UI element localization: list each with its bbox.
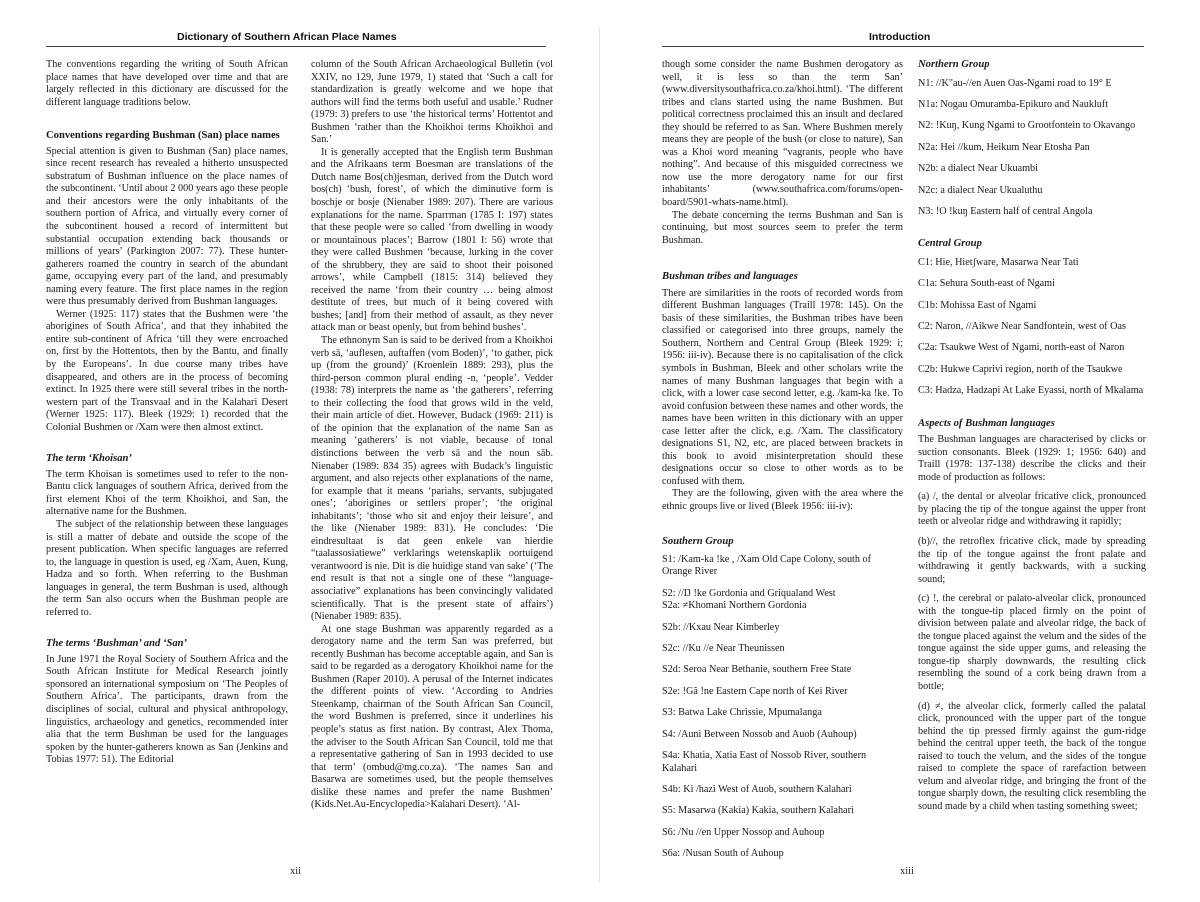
list-item: S2d: Seroa Near Bethanie, southern Free State [662, 664, 852, 676]
paragraph: In June 1971 the Royal Society of Southern Africa and the South African Institute for Medical Research jointly sponsored an international symposium on ‘The Peoples of Southern Africa’. The participants, drawn from the disciplines of social, cultural and physical anthropology, linguistics, archaeology and genetics, recommended inter alia that the term Bushman be used for the languages spoken by the hunter-gatherers known as San (Jenkins and Tobias 1977: 51). The Editorial [46, 653, 288, 766]
list-item: C1b: Mohissa East of Ngami [918, 299, 1037, 311]
list-item: N2c: a dialect Near Ukualuthu [918, 184, 1043, 196]
text-column [46, 59, 288, 767]
list-item: N1: //K"au-//en Auen Oas-Ngami road to 19° E [918, 77, 1112, 89]
text-column [662, 59, 903, 870]
text-column [918, 59, 1146, 821]
list-item: S4b: Ki /hazi West of Auob, southern Kalahari [662, 783, 852, 795]
section-heading: Aspects of Bushman languages [918, 417, 1055, 429]
list-item: (b)//, the retroflex fricative click, made by spreading the tip of the tongue against the front palate and withdrawing it gently backwards, with a sucking sound; [918, 536, 1146, 585]
northern-group-list [918, 78, 1146, 219]
paragraph: The subject of the relationship between these languages is still a matter of debate and outside the scope of the present publication. When specific languages are referred to, the language in question is used, eg /Xam, Auen, Kung, Hadza and so forth. When referring to the Bushman languages in general, the term Bushman is used, although the term San also occurs when the Bushman people are referred to. [46, 518, 288, 618]
paragraph: At one stage Bushman was apparently regarded as a derogatory name and the term San was preferred, but recently Bushman has become acceptable again, and San is said to be regarded as a derogatory Khoikhoi name for the Bushmen (Raper 2010). A perusal of the Internet indicates the different points of view. ‘According to Andries Steenkamp, chairman of the South African San Council, the word Bushmen is preferred, since it underlines his people’s status as first nation. By contrast, Alex Thoma, the adviser to the South African San Council, told me that a representative gathering of San in 1993 decided to use that term’ (ombud@mg.co.za). ‘The names San and Basarwa are sometimes used, but the people themselves dislike these names and prefer the name Bushmen’ (Kids.Net.Au-Encyclopedia>Kalahari Desert). ‘Al- [311, 623, 553, 811]
paragraph: They are the following, given with the area where the ethnic groups live or lived (Bleek 1956: iii-iv): [662, 488, 903, 512]
list-item: S6: /Nu //en Upper Nossop and Auhoup [662, 826, 825, 838]
list-item: S3: Batwa Lake Chrissie, Mpumalanga [662, 707, 822, 719]
list-item: C2: Naron, //Aikwe Near Sandfontein, west of Oas [918, 321, 1126, 333]
list-item: S2: //Ŋ !ke Gordonia and Griqualand West S2a: ≠Khomani Northern Gordonia [662, 587, 836, 612]
paragraph: column of the South African Archaeological Bulletin (vol XXIV, no 129, June 1979, 1) stated that ‘Such a call for standardization is greatly welcome and we hope that authors will find the terms both useful and usable.’ Rudner (1979: 3) prefers to use ‘the historical terms’ Hottentot and Bushmen ‘rather than the Khoikhoi terms Khoikhoi and San.’ [311, 59, 553, 146]
click-list [918, 491, 1146, 813]
central-group-list [918, 257, 1146, 398]
section-heading: The term ‘Khoisan’ [46, 453, 132, 465]
page-number: xiii [900, 866, 915, 877]
list-item: S2e: !Gã !ne Eastern Cape north of Kei River [662, 685, 848, 697]
list-item: (a) /, the dental or alveolar fricative click, pronounced by placing the tip of the tongue against the upper front teeth or alveolar ridge and withdrawing it rapidly; [918, 491, 1146, 528]
page-number: xii [290, 866, 302, 877]
paragraph: The Bushman languages are characterised by clicks or suction consonants. Bleek (1929: 1; 1956: 640) and Traill (1978: 137-138) describe the clicks and their mode of production as follows: [918, 434, 1146, 483]
paragraph: Special attention is given to Bushman (San) place names, since recent research has revealed a hitherto unsuspected substratum of Bushman influence on the place names of the subcontinent. ‘Until about 2 000 years ago these people and their ancestors were the only inhabitants of the southern portion of Africa, and virtually every corner of the subcontinent housed a record of intermittent but substantial occupation extending back thousands or millions of years’ (Parkington 2007: 77). These hunter-gatherers roamed the country in search of the abundant game, occupying every part of the land, and presumably naming every feature. The first place names in the region were thus presumably derived from Bushman languages. [46, 145, 288, 308]
paragraph: The ethnonym San is said to be derived from a Khoikhoi verb sā, ‘auflesen, auftaffen (vom Boden)’, ‘to gather, pick up (from the ground)’ (Kroenlein 1889: 293), plus the third-person common plural ending -n, ‘people’. Vedder (1938: 78) interprets the name as ‘the gatherers’, referring to their collecting the food that grows wild in the veld, their main article of diet. However, Budack (1969: 211) is of the opinion that the explanation of the name San as meaning ‘gatherers’ is not viable, because of tonal distinctions between the verb sā and the noun sāb. Nienaber (1989: 834 35) agrees with Budack’s linguistic argument, and also rejects other explanations of the name, for example that it means ‘pariahs, servants, subjugated ones’; ‘aborigines or settlers proper’; ‘the original inhabitants’; ‘those who sit and enjoy their leisure’, and the like (Nienaber 1989: 831). He concludes: ‘Die eindresultaat is dat geen enkele van hierdie “taalassosiatiewe” verklarings wetenskaplik oortuigend verantwoord is nie. Dit is die huidige stand van sake’ (‘The end result is that not a single one of these “language-associative” explanations has been convincingly validated scientifically. That is the present state of affairs’) (Nienaber 1989: 835). [311, 335, 553, 623]
list-item: C1a: Sehura South-east of Ngami [918, 278, 1055, 290]
paragraph: The debate concerning the terms Bushman and San is continuing, but most sources seem to prefer the term Bushman. [662, 209, 903, 246]
list-item: (c) !, the cerebral or palato-alveolar click, pronounced with the tongue-tip placed firmly on the point of division between palate and alveolar ridge, the back of the tongue placed against the velum and the sides of the tongue against the side upper gums, and releasing the tongue-tip sharply downwards, the resulting click resembling the sound of a cork being drawn from a bottle; [918, 593, 1146, 693]
paragraph: There are similarities in the roots of recorded words from different Bushman languages (Traill 1978: 145). On the basis of these similarities, the Bushman tribes have been classified or categorised into three groups, namely the Southern, Northern and Central Group (Bleek 1929: i; 1956: iii-iv). Because there is no capitalisation of the click symbols in Bushman, Bleek and other scholars write the names of many Bushman languages that begin with a click, with a lower case second letter, e.g. /kam-ka !ke. To avoid confusion between these names and other words, the names have been written in this dictionary with an upper case letter after the click, e.g. /Xam. The classificatory designations S1, N2, etc, are placed between brackets in this book to avoid misinterpretation should these designations occur so close to other words as to be confused with them. [662, 287, 903, 487]
group-heading: Southern Group [662, 535, 734, 547]
list-item: N2a: Hei //kum, Heikum Near Etosha Pan [918, 141, 1090, 153]
section-heading: The terms ‘Bushman’ and ‘San’ [46, 638, 188, 650]
list-item: S5: Masarwa (Kakia) Kakia, southern Kalahari [662, 805, 854, 817]
group-heading: Central Group [918, 238, 982, 250]
list-item: S2b: //Kxau Near Kimberley [662, 621, 780, 633]
paragraph: though some consider the name Bushmen derogatory as well, it is less so than the term San’ (www.diversitysouthafrica.co.za/khoi.html). ‘The different tribes and clans started using the name Bushmen. But political correctness proclaimed this an insult and declared they should be referred to as San. Where Bushmen merely means they are people of the bush (or close to nature), San was a Khoi word meaning “vagrants, people who have nothing”. And because of this misguided correctness we now use the more derogatory name for our first inhabitants’ (www.southafrica.com/forums/open-board/5901-whats-name.html). [662, 59, 903, 209]
paragraph: Werner (1925: 117) states that the Bushmen were ‘the aborigines of South Africa’, and that they inhabited the entire sub-continent of Africa ‘till they were encroached on, first by the Hottentots, then by the Bantu, and finally by the Europeans’. In due course many tribes have disappeared, and others are in the process of becoming extinct. In 1925 there were still several tribes in the north-western part of the Transvaal and in the Kalahari Desert (Werner 1925: 117). Bleek (1929: 1) recorded that the Colonial Bushmen or /Xam were then almost extinct. [46, 308, 288, 433]
list-item: N2: !Kuŋ, Kung Ngami to Grootfontein to Okavango [918, 120, 1136, 132]
section-heading: Bushman tribes and languages [662, 271, 798, 283]
running-head: Introduction [869, 31, 931, 43]
header-rule [46, 46, 546, 47]
list-item: C2a: Tsaukwe West of Ngami, north-east of Naron [918, 342, 1125, 354]
list-item: (d) ≠, the alveolar click, formerly called the palatal click, pronounced with the upper part of the tongue behind the tip pressed firmly against the gum-ridge behind the central upper teeth, the back of the tongue raised to touch the velum, and the sides of the tongue raised to complete the space of rarefaction between velum and alveolar ridge, and bringing the front of the tongue sharply down, the resulting click resembling the sound made by a child when tasting something sweet; [918, 700, 1146, 812]
header-rule [662, 46, 1144, 47]
southern-group-list [662, 554, 903, 861]
group-heading: Northern Group [918, 59, 990, 70]
paragraph: The term Khoisan is sometimes used to refer to the non-Bantu click languages of southern Africa, derived from the first element Khoi of the term Khoikhoi, and San, the alternative name for the Bushmen. [46, 468, 288, 518]
text-column [311, 59, 553, 812]
running-head: Dictionary of Southern African Place Names [177, 31, 397, 43]
list-item: C3: Hadza, Hadzapi At Lake Eyassi, north of Mkalama [918, 385, 1144, 397]
list-item: C1: Hie, Hietʃware, Masarwa Near Tati [918, 256, 1079, 268]
right-page [600, 0, 1200, 902]
paragraph: It is generally accepted that the English term Bushman and the Afrikaans term Boesman are translations of the Dutch name Bos(ch)jesman, derived from the Dutch word bos(ch) ‘bush, forest’, of which the diminutive form is boschje or bosje (Nienaber 1989: 207). There are various explanations for the name. Sparrman (1785 I: 197) states that these people were so called ‘from dwelling in woody or mountainous places’; Barrow (1801 I: 56) wrote that they were called Bushmen ‘because, lurking in the cover of the shrubbery, they are said to shoot their poisoned arrows’, while Campbell (1815: 314) believed they received the name ‘from their country … being almost destitute of trees, but much of it being covered with bushes; [and] from their method of assault, as they never attack man or beast openly, but from behind bushes’. [311, 146, 553, 334]
list-item: S1: /Kam-ka !ke , /Xam Old Cape Colony, south of Orange River [662, 554, 872, 578]
intro-paragraph: The conventions regarding the writing of South African place names that have developed over time and that are largely reflected in this dictionary are discussed for the different language traditions below. [46, 59, 288, 108]
list-item: S4a: Khatia, Xatia East of Nossob River, southern Kalahari [662, 750, 867, 774]
list-item: N3: !O !kuŋ Eastern half of central Angola [918, 205, 1093, 217]
list-item: S6a: /Nusan South of Auhoup [662, 848, 784, 860]
section-heading: Conventions regarding Bushman (San) place names [46, 130, 280, 142]
list-item: S2c: //Ku //e Near Theunissen [662, 643, 785, 655]
list-item: C2b: Hukwe Caprivi region, north of the Tsaukwe [918, 363, 1123, 375]
list-item: S4: /Auni Between Nossob and Auob (Auhoup) [662, 728, 857, 740]
list-item: N2b: a dialect Near Ukuambi [918, 163, 1038, 175]
list-item: N1a: Nogau Omuramba-Epikuro and Naukluft [918, 98, 1109, 110]
